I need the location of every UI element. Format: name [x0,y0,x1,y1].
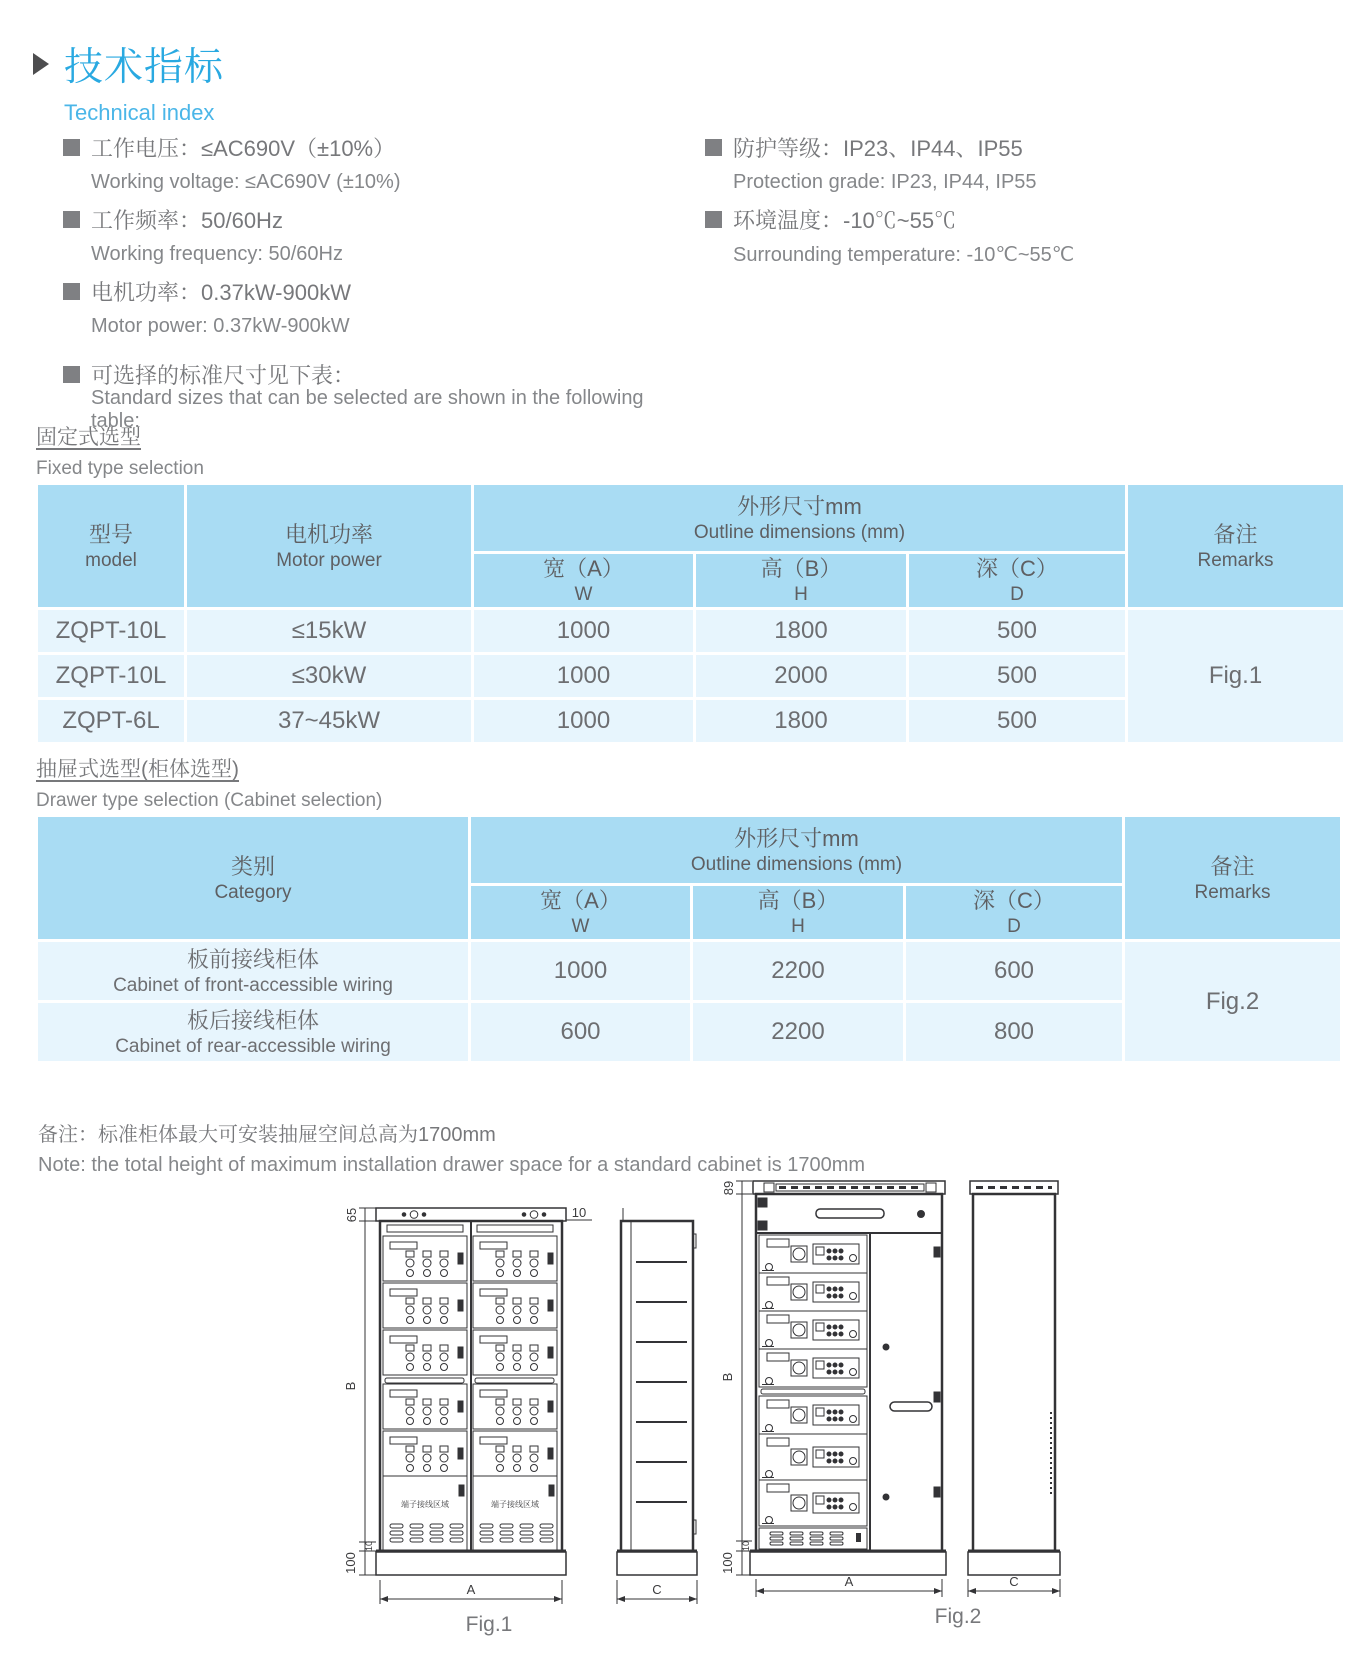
th-height-en: H [794,584,808,605]
cell-category [38,942,468,1000]
spec-item-frequency [63,202,683,272]
cell-width: 1000 [474,700,693,742]
th-width [471,886,690,939]
th-depth [906,886,1122,939]
cell-depth: 800 [906,1003,1122,1061]
spec-item-protection [705,130,1345,200]
th-outline-dims [474,485,1125,551]
fig2-dim-10-small: 10 [741,1540,751,1552]
cell-height: 1800 [696,610,906,652]
th-depth-en: D [1010,584,1024,605]
spec-motor-power-cn: 电机功率：0.37kW-900kW [91,280,351,305]
bullet-square-icon [63,211,80,228]
fig2-dim-c: C [1009,1574,1019,1589]
spec-table-note-en: Standard sizes that can be selected are shown in the following table: [91,386,644,432]
cell-width: 1000 [474,610,693,652]
table-row [38,942,1340,1000]
cell-model: ZQPT-10L [38,610,184,652]
fig2-caption: Fig.2 [934,1605,982,1628]
cell-depth: 600 [906,942,1122,1000]
th-model-en: model [85,549,137,571]
spec-item-table-note [63,357,683,432]
spec-table-note-cn: 可选择的标准尺寸见下表： [91,363,356,388]
cell-remarks: Fig.2 [1125,942,1340,1061]
fig2-dim-b: B [720,1372,735,1382]
th-category-en: Category [214,881,292,903]
th-height-cn: 高（B） [760,556,842,581]
th-width-en: W [571,916,590,937]
fig2-dim-a: A [844,1574,854,1589]
cell-height: 2200 [693,1003,903,1061]
cell-power: ≤30kW [187,655,471,697]
page-title: 技术指标 [64,46,225,89]
fig1-caption: Fig.1 [465,1613,513,1636]
fig2-dim-89: 89 [721,1180,736,1196]
spec-frequency-en: Working frequency: 50/60Hz [91,243,343,265]
spec-protection-cn: 防护等级：IP23、IP44、IP55 [733,136,1023,161]
section-drawer-type-en: Drawer type selection (Cabinet selection) [36,790,383,811]
spec-voltage-en: Working voltage: ≤AC690V (±10%) [91,171,401,193]
cell-width: 600 [471,1003,690,1061]
th-width [474,554,693,607]
spec-item-voltage [63,130,683,200]
th-remarks [1128,485,1343,607]
th-model-cn: 型号 [88,521,133,547]
cell-height: 2200 [693,942,903,1000]
page-subtitle: Technical index [64,100,215,125]
fig1-terminal-label: 端子接线区域 [491,1500,539,1509]
section-fixed-type-cn: 固定式选型 [36,426,141,449]
spec-temperature-cn: 环境温度：-10℃~55℃ [733,208,957,233]
th-outline-dims-en: Outline dimensions (mm) [690,853,903,875]
th-category [38,817,468,939]
bullet-square-icon [63,139,80,156]
cell-category-cn: 板前接线柜体 [186,946,319,972]
fig1-dim-b: B [343,1381,358,1391]
cell-height: 2000 [696,655,906,697]
cell-category [38,1003,468,1061]
spec-item-motor-power [63,274,683,344]
th-width-cn: 宽（A） [540,888,621,913]
th-height [693,886,903,939]
th-depth-cn: 深（C） [976,556,1058,581]
table-row [38,610,1343,652]
page-header [33,36,224,126]
fig2-drawing [718,1167,1068,1629]
th-model [38,485,184,607]
th-motor-power-cn: 电机功率 [284,521,373,547]
fig1-dim-10-small: 10 [364,1540,374,1552]
section-fixed-type-en: Fixed type selection [36,458,204,479]
cell-category-en: Cabinet of rear-accessible wiring [115,1035,391,1057]
cell-height: 1800 [696,700,906,742]
footnote-cn: 备注：标准柜体最大可安装抽屉空间总高为1700mm [38,1124,496,1146]
th-remarks-en: Remarks [1197,549,1274,571]
fig1-terminal-label: 端子接线区域 [401,1500,449,1509]
cell-model: ZQPT-6L [38,700,184,742]
section-drawer-type [36,753,382,812]
cell-width: 1000 [471,942,690,1000]
th-outline-dims-cn: 外形尺寸mm [734,825,859,851]
section-fixed-type [36,421,204,480]
th-outline-dims-cn: 外形尺寸mm [737,493,862,519]
cell-category-cn: 板后接线柜体 [186,1007,319,1033]
th-motor-power-en: Motor power [276,549,382,571]
cell-depth: 500 [909,655,1125,697]
th-remarks-cn: 备注 [1210,853,1255,879]
fig1-dim-65: 65 [344,1207,359,1223]
th-remarks [1125,817,1340,939]
cell-depth: 500 [909,700,1125,742]
fig1-dim-c: C [652,1582,662,1597]
th-depth-cn: 深（C） [973,888,1055,913]
fig1-dim-10-top: 10 [571,1205,587,1220]
th-remarks-en: Remarks [1194,881,1271,903]
cell-power: ≤15kW [187,610,471,652]
fixed-type-table [35,482,1346,745]
footnote-en: Note: the total height of maximum installation drawer space for a standard cabinet is 1700mm [38,1154,866,1176]
spec-item-temperature [705,202,1345,272]
section-drawer-type-cn: 抽屉式选型(柜体选型) [36,758,239,781]
cell-power: 37~45kW [187,700,471,742]
cell-model: ZQPT-10L [38,655,184,697]
figures-area [0,1175,1357,1660]
th-remarks-cn: 备注 [1213,521,1258,547]
fig1-dim-100: 100 [343,1552,358,1574]
fig1-dim-a: A [466,1582,476,1597]
bullet-square-icon [705,211,722,228]
th-category-cn: 类别 [230,853,275,879]
fig2-dim-100: 100 [720,1552,735,1574]
bullet-square-icon [705,139,722,156]
th-height-cn: 高（B） [757,888,839,913]
fig1-drawing [336,1190,706,1637]
spec-motor-power-en: Motor power: 0.37kW-900kW [91,315,350,337]
spec-voltage-cn: 工作电压：≤AC690V（±10%） [91,136,396,161]
th-depth [909,554,1125,607]
th-width-cn: 宽（A） [543,556,624,581]
spec-column-right [705,130,1345,274]
th-height [696,554,906,607]
spec-frequency-cn: 工作频率：50/60Hz [91,208,283,233]
th-outline-dims [471,817,1122,883]
arrow-right-icon [33,53,49,75]
th-motor-power [187,485,471,607]
th-height-en: H [791,916,805,937]
spec-column-left [63,130,683,432]
drawer-type-table [35,814,1343,1064]
th-width-en: W [574,584,593,605]
cell-depth: 500 [909,610,1125,652]
th-outline-dims-en: Outline dimensions (mm) [693,521,906,543]
th-depth-en: D [1007,916,1021,937]
cell-remarks: Fig.1 [1128,610,1343,742]
bullet-square-icon [63,366,80,383]
cell-width: 1000 [474,655,693,697]
cell-category-en: Cabinet of front-accessible wiring [113,974,393,996]
spec-temperature-en: Surrounding temperature: -10℃~55℃ [733,244,1075,266]
spec-protection-en: Protection grade: IP23, IP44, IP55 [733,171,1037,193]
bullet-square-icon [63,283,80,300]
